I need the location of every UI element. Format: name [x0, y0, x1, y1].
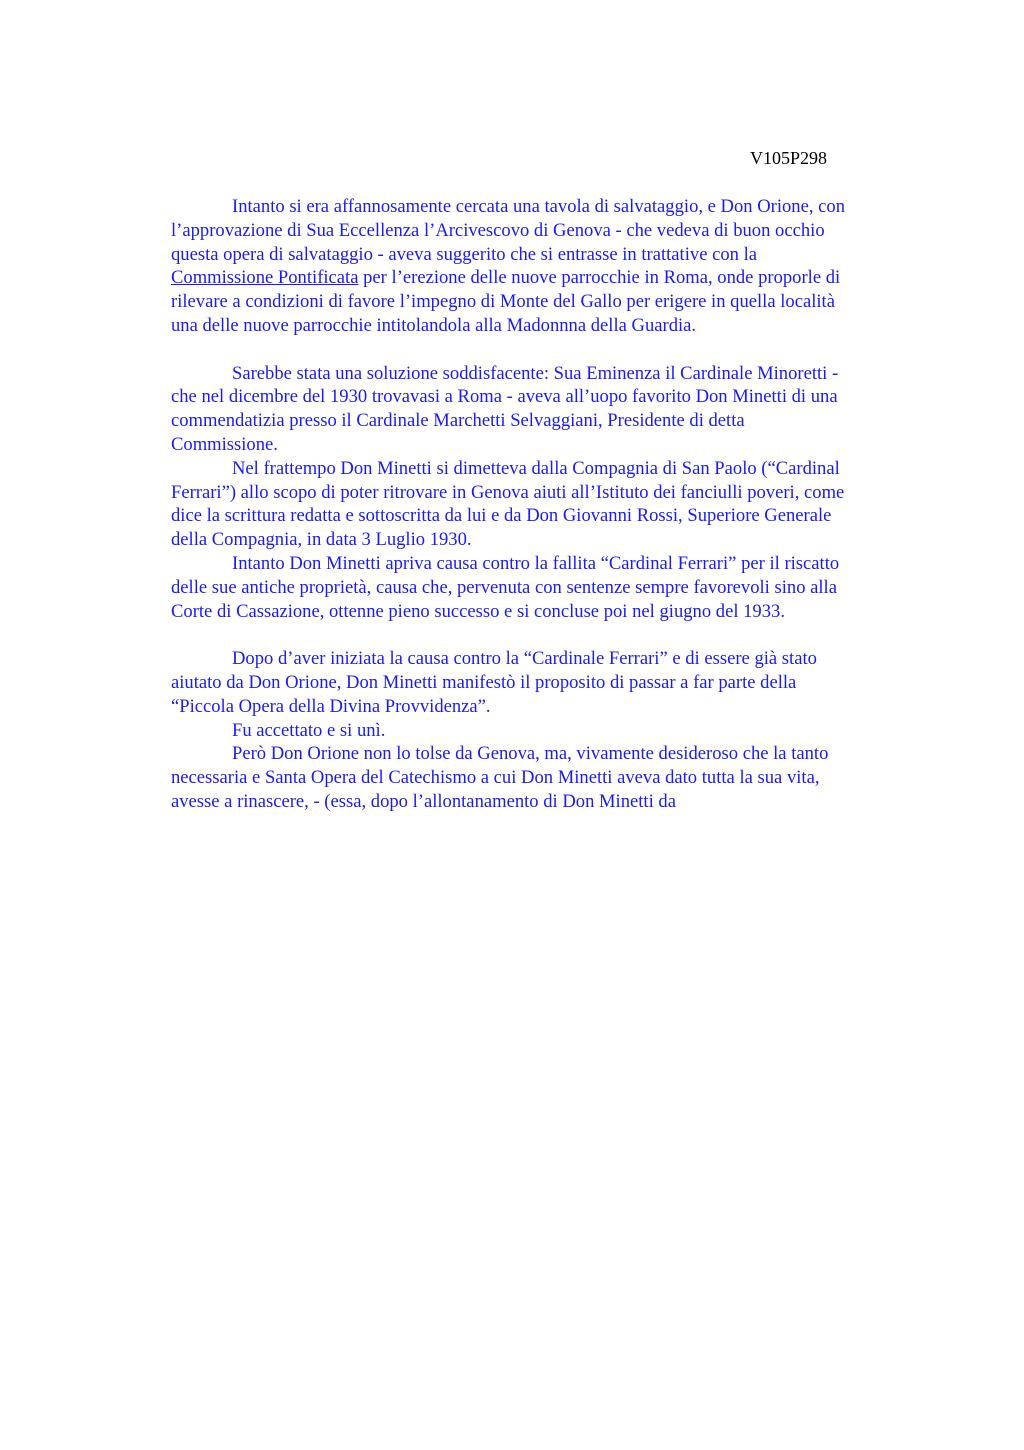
text-line: “Piccola Opera della Divina Provvidenza”.: [171, 695, 491, 717]
paragraph: [171, 647, 931, 718]
text-line: aiutato da Don Orione, Don Minetti manifestò il proposito di passar a far parte della: [171, 671, 797, 693]
text-line: avesse a rinascere, - (essa, dopo l’allontanamento di Don Minetti da: [171, 790, 676, 812]
text-line: Corte di Cassazione, ottenne pieno successo e si concluse poi nel giugno del 1933.: [171, 600, 785, 622]
text-line: delle sue antiche proprietà, causa che, pervenuta con sentenze sempre favorevoli sino alla: [171, 576, 837, 598]
text-line: dice la scrittura redatta e sottoscritta da lui e da Don Giovanni Rossi, Superiore Generale: [171, 505, 832, 527]
text-line: Sarebbe stata una soluzione soddisfacente: Sua Eminenza il Cardinale Minoretti -: [232, 362, 839, 384]
paragraph: [171, 719, 931, 743]
page-reference: V105P298: [750, 148, 828, 168]
text-line: Commissione.: [171, 433, 278, 455]
underlined-term: Commissione Pontificata: [171, 267, 359, 289]
text-line: Intanto Don Minetti apriva causa contro la fallita “Cardinal Ferrari” per il riscatto: [232, 552, 840, 574]
text-line: necessaria e Santa Opera del Catechismo a cui Don Minetti aveva dato tutta la sua vita,: [171, 767, 820, 789]
paragraph: [171, 362, 931, 457]
text-line: Nel frattempo Don Minetti si dimetteva dalla Compagnia di San Paolo (“Cardinal: [232, 457, 840, 479]
text-line: Intanto si era affannosamente cercata una tavola di salvataggio, e Don Orione, con: [232, 196, 846, 217]
text-line: Dopo d’aver iniziata la causa contro la “Cardinale Ferrari” e di essere già stato: [232, 648, 817, 670]
text-line: questa opera di salvataggio - aveva suggerito che si entrasse in trattative con la: [171, 243, 758, 265]
text-line: [171, 266, 931, 290]
paragraph: [171, 742, 931, 813]
document-body: [171, 195, 931, 814]
text-line: Però Don Orione non lo tolse da Genova, ma, vivamente desideroso che la tanto: [232, 743, 829, 765]
paragraph: [171, 552, 931, 623]
paragraph: [171, 195, 931, 338]
text-line: una delle nuove parrocchie intitolandola alla Madonnna della Guardia.: [171, 314, 697, 336]
text-line: l’approvazione di Sua Eccellenza l’Arcivescovo di Genova - che vedeva di buon occhio: [171, 219, 825, 241]
text-line: Fu accettato e si unì.: [232, 719, 386, 741]
text-fragment: per l’erezione delle nuove parrocchie in Roma, onde proporle di: [358, 267, 841, 289]
text-line: Ferrari”) allo scopo di poter ritrovare in Genova aiuti all’Istituto dei fanciulli poveri, come: [171, 481, 845, 503]
text-line: commendatizia presso il Cardinale Marchetti Selvaggiani, Presidente di detta: [171, 410, 745, 432]
text-line: della Compagnia, in data 3 Luglio 1930.: [171, 529, 472, 551]
paragraph: [171, 457, 931, 552]
text-line: rilevare a condizioni di favore l’impegno di Monte del Gallo per erigere in quella località: [171, 291, 835, 313]
paragraph-gap: [171, 623, 931, 647]
text-line: che nel dicembre del 1930 trovavasi a Roma - aveva all’uopo favorito Don Minetti di una: [171, 386, 838, 408]
paragraph-gap: [171, 338, 931, 362]
